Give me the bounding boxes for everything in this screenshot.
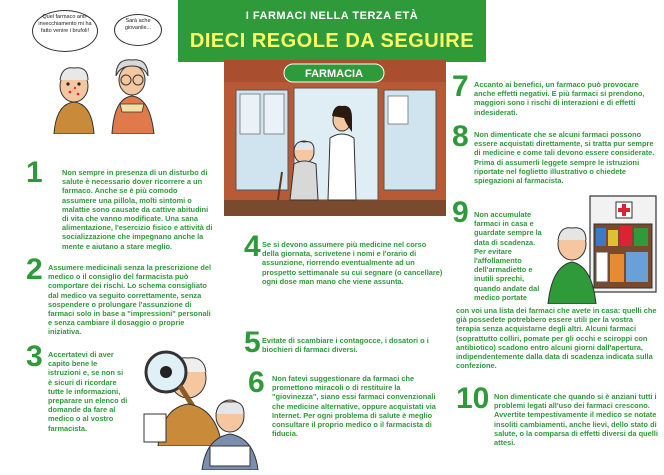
pharmacy-illustration — [224, 60, 446, 216]
rule-text-3: Accertatevi di aver capito bene le istruzioni e, se non si è sicuri di ricordare tutte le informazioni, preparare un elenco di domande da fare al medico o al vostro farmacista. — [48, 350, 128, 433]
rule-number-5: 5 — [244, 326, 261, 359]
rule-text-5: Evitate di scambiare i contagocce, i dosatori o i biochieri di farmaci diversi. — [262, 336, 429, 355]
speech-bubble-right: Sarà ache giovanile... — [114, 14, 162, 46]
rule-text-10: Non dimenticate che quando si è anziani tutti i problemi legati all'uso dei farmaci crescono. Avvertite tempestivamente il medico se notate insoliti cambiamenti, anche lievi, dello stato di salute, o la comparsa di effetti diversi da quelli attesi. — [494, 392, 658, 448]
pill-bottle-illustration — [192, 386, 268, 470]
rule-text-6: Non fatevi suggestionare da farmaci che promettono miracoli o di restituire la "giovinezza", siano essi farmaci convenzionali che medicine alternative, oppure acquistati via Internet. Per ogni problema di salute è meglio consultare il proprio medico o il farmacista di fiducia. — [272, 374, 436, 439]
rule-number-7: 7 — [452, 70, 469, 103]
pharmacy-drawing — [224, 60, 446, 216]
header-title: DIECI REGOLE DA SEGUIRE — [189, 30, 475, 52]
rule-number-3: 3 — [26, 340, 43, 373]
rule-text-7: Accanto ai benefici, un farmaco può provocare anche effetti negativi. E più farmaci si prendono, maggiori sono i rischi di interazioni e di effetti indesiderati. — [474, 80, 645, 117]
rule-number-6: 6 — [248, 366, 265, 399]
elderly-couple-illustration — [4, 4, 176, 134]
rule-text-1: Non sempre in presenza di un disturbo di salute è necessario dover ricorrere a un farmaco. Anche se è più comodo assumere una pillola, molti sintomi o malattie sono causate da cattive abitudini di vita che vanno modificate. Una sana alimentazione, l'esercizio fisico e attività di socializzazione che impegnano anche la mente e aiutano a stare meglio. — [62, 168, 213, 251]
header-subtitle: I FARMACI NELLA TERZA ETÀ — [245, 10, 419, 22]
rule-number-8: 8 — [452, 120, 469, 153]
cabinet-drawing — [546, 192, 660, 304]
rule-number-2: 2 — [26, 253, 43, 286]
rule-text-9-top: Non accumulate farmaci in casa e guardate sempre la data di scadenza. Per evitare l'affollamento dell'armadietto e inutili sprechi, quando andate dal medico portate — [474, 210, 542, 302]
rule-number-4: 4 — [244, 230, 261, 263]
rule-text-8: Non dimenticate che se alcuni farmaci possono essere acquistati direttamente, si tratta pur sempre di medicine e come tali devono essere considerate. Prima di assumerli leggete sempre le istruzioni riportate nel foglietto illustrativo o chiedete spiegazioni al farmacista. — [474, 130, 655, 186]
pill-drawing — [192, 386, 268, 470]
rule-text-2: Assumere medicinali senza la prescrizione del medico o il consiglio del farmacista può comportare dei rischi. Lo schema consigliato dal medico va seguito correttamente, senza sospendere o prolungare l'assunzione di farmaci solo in base a "impressioni" personali e senza cambiare il dosaggio o proprie iniziativa. — [48, 263, 212, 337]
rule-number-9: 9 — [452, 196, 469, 229]
rule-text-4: Se si devono assumere più medicine nel corso della giornata, scrivetene i nomi e l'orario di assunzione, riorrendo eventualmente ad un prospetto settimanale su cui segnare (o cancellare) ogni dose man mano che viene assunta. — [262, 240, 443, 286]
couple-drawing — [4, 4, 176, 134]
speech-bubble-left: Quel farmaco anti-invecchiamento mi ha fatto venire i brufoli! — [32, 10, 98, 52]
medicine-cabinet-illustration — [546, 192, 660, 304]
rule-number-10: 10 — [456, 382, 490, 415]
rule-text-9-bottom: con voi una lista dei farmaci che avete in casa: quelli che già possedete potrebbero essere utili per la vostra terapia senza acquistarne degli altri. Alcuni farmaci (soprattutto colliri, pomate per gli occhi e sciroppi con antibiotico) scadono entro alcuni giorni dall'apertura, indipendentemente dalla data di scadenza indicata sulla confezione. — [456, 306, 657, 371]
rule-number-1: 1 — [26, 156, 43, 189]
shop-sign-text: FARMACIA — [304, 68, 364, 80]
